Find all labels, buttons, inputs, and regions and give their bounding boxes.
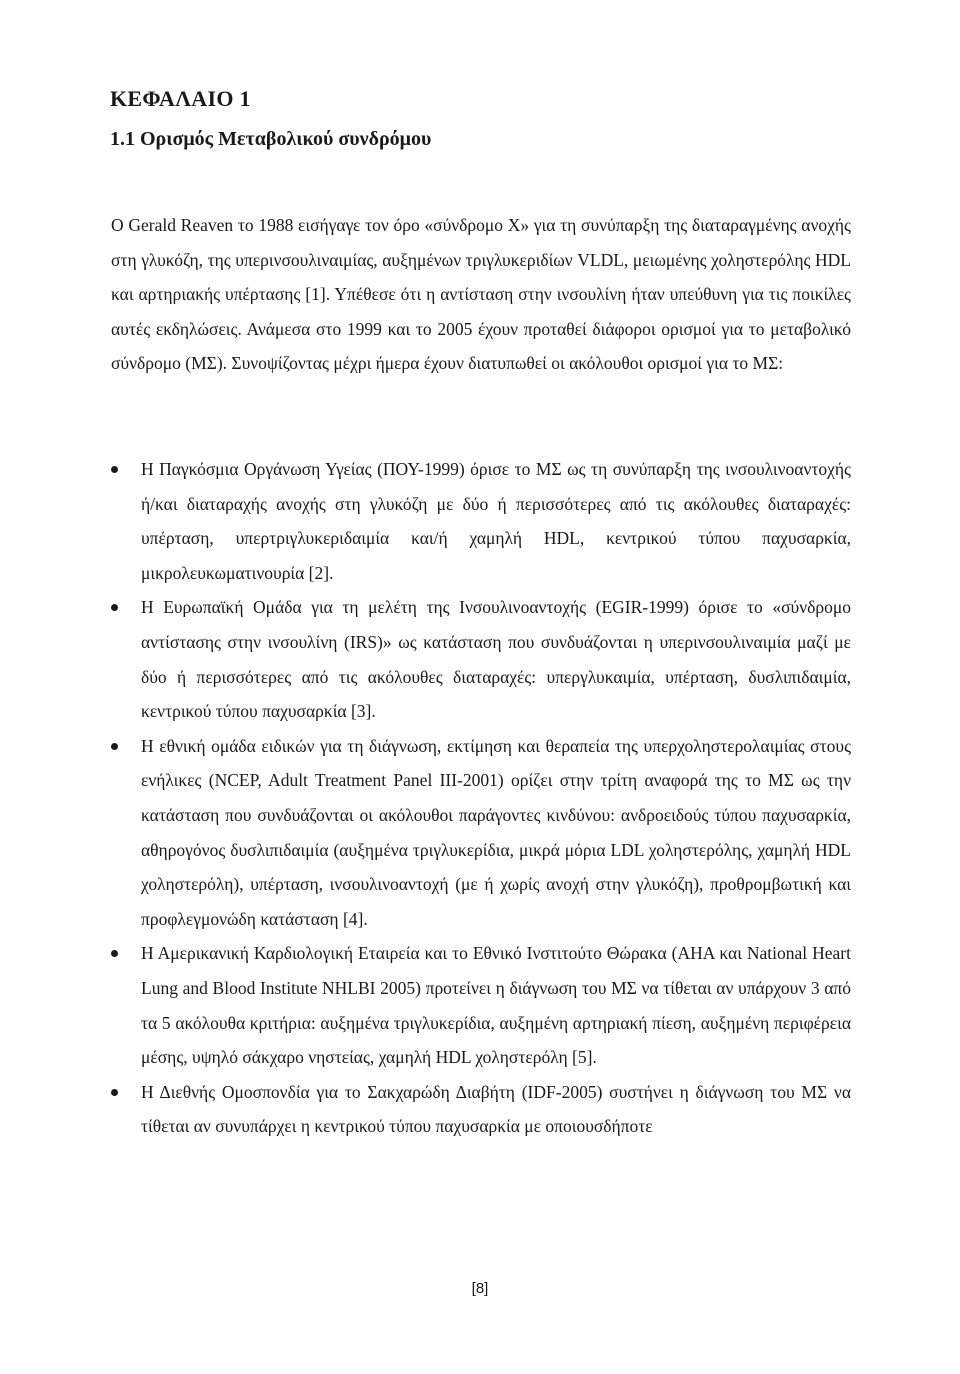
- list-item-text: Η εθνική ομάδα ειδικών για τη διάγνωση, εκτίμηση και θεραπεία της υπερχοληστερολαιμίας στους ενήλικες (NCEP, Adult Treatment Panel III-2001) ορίζει στην τρίτη αναφορά της το ΜΣ ως την κατάσταση που συνδυάζονται οι ακόλουθοι παράγοντες κινδύνου: ανδροειδούς τύπου παχυσαρκία, αθηρογόνος δυσλιπιδαιμία (αυξημένα τριγλυκερίδια, μικρά μόρια LDL χοληστερόλης, χαμηλή HDL χοληστερόλη), υπέρταση, ινσουλινοαντοχή (με ή χωρίς ανοχή στην γλυκόζη), προθρομβωτική και προφλεγμονώδη κατάσταση [4].: [141, 735, 851, 929]
- list-item: [111, 452, 851, 590]
- list-item-text: Η Διεθνής Ομοσπονδία για το Σακχαρώδη Διαβήτη (IDF-2005) συστήνει η διάγνωση του ΜΣ να τίθεται αν συνυπάρχει η κεντρικού τύπου παχυσαρκία με οποιουσδήποτε: [141, 1081, 851, 1137]
- bullet-icon: [111, 466, 118, 473]
- list-item: [111, 590, 851, 728]
- intro-paragraph: Ο Gerald Reaven το 1988 εισήγαγε τον όρο «σύνδρομο Χ» για τη συνύπαρξη της διαταραγμένης ανοχής στη γλυκόζη, της υπερινσουλιναιμίας, αυξημένων τριγλυκεριδίων VLDL, μειωμένης χοληστερόλης HDL και αρτηριακής υπέρτασης [1]. Υπέθεσε ότι η αντίσταση στην ινσουλίνη ήταν υπεύθυνη για τις ποικίλες αυτές εκδηλώσεις. Ανάμεσα στο 1999 και το 2005 έχουν προταθεί διάφοροι ορισμοί για το μεταβολικό σύνδρομο (ΜΣ). Συνοψίζοντας μέχρι ήμερα έχουν διατυπωθεί οι ακόλουθοι ορισμοί για το ΜΣ:: [111, 215, 851, 374]
- bullet-icon: [111, 950, 118, 957]
- list-item: [111, 729, 851, 937]
- definitions-list: [111, 452, 851, 1144]
- chapter-title: ΚΕΦΑΛΑΙΟ 1: [110, 86, 251, 111]
- intro-paragraph-block: [111, 208, 851, 381]
- bullet-icon: [111, 743, 118, 750]
- list-item-text: Η Ευρωπαϊκή Ομάδα για τη μελέτη της Ινσουλινοαντοχής (EGIR-1999) όρισε το «σύνδρομο αντίστασης στην ινσουλίνη (IRS)» ως κατάσταση που συνδυάζονται η υπερινσουλιναιμία μαζί με δύο ή περισσότερες από τις ακόλουθες διαταραχές: υπεργλυκαιμία, υπέρταση, δυσλιπιδαιμία, κεντρικού τύπου παχυσαρκία [3].: [141, 597, 851, 722]
- page-number: [8]: [471, 1280, 489, 1297]
- list-item: [111, 936, 851, 1074]
- bullet-icon: [111, 1089, 118, 1096]
- list-item-text: Η Αμερικανική Καρδιολογική Εταιρεία και το Εθνικό Ινστιτούτο Θώρακα (AHA και National Heart Lung and Blood Institute NHLBI 2005) προτείνει η διάγνωση του ΜΣ να τίθεται αν υπάρχουν 3 από τα 5 ακόλουθα κριτήρια: αυξημένα τριγλυκερίδια, αυξημένη αρτηριακή πίεση, αυξημένη περιφέρεια μέσης, υψηλό σάκχαρο νηστείας, χαμηλή HDL χοληστερόλη [5].: [141, 943, 851, 1068]
- list-item-text: Η Παγκόσμια Οργάνωση Υγείας (ΠΟΥ-1999) όρισε το ΜΣ ως τη συνύπαρξη της ινσουλινοαντοχής ή/και διαταραχής ανοχής στη γλυκόζη με δύο ή περισσότερες από τις ακόλουθες διαταραχές: υπέρταση, υπερτριγλυκεριδαιμία και/ή χαμηλή HDL, κεντρικού τύπου παχυσαρκία, μικρολευκωματινουρία [2].: [141, 459, 851, 583]
- section-title: 1.1 Ορισμός Μεταβολικού συνδρόμου: [110, 128, 432, 150]
- list-item: [111, 1075, 851, 1144]
- bullet-icon: [111, 604, 118, 611]
